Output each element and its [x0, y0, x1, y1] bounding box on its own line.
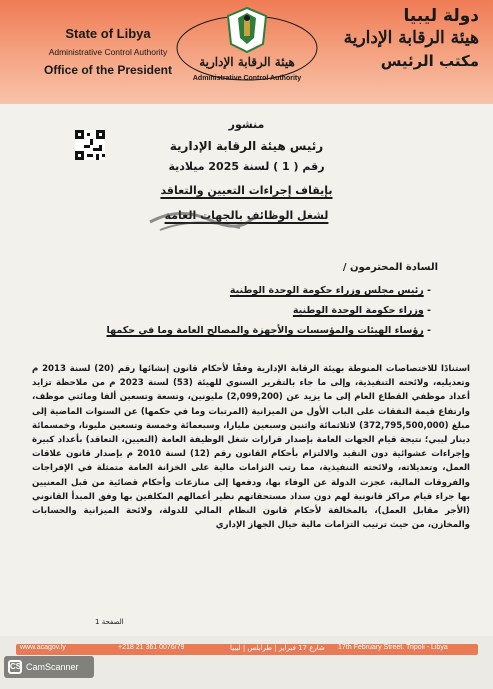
page-number: الصفحة 1 — [95, 618, 124, 626]
phone-number: +218 21 361 0076/79 — [118, 644, 185, 651]
body-paragraph: استنادًا للاختصاصات المنوطة بهيئة الرقابة الإدارية وفقًا لأحكام قانون إنشائها رقم (20) لسنة 2013 م وتعديليه، ولائحته التنفيذية، وإلى ما جاء بالتقرير السنوي للهيئة (53) لسنة 2023 م من ملاحظة تزايد أعداد موظفي القطاع العام إلى ما يزيد عن (2,099,200) مليونين، وتسعة وتسعين ألفا ومائتي موظف، وارتفاع قيمة النفقات على الباب الأول من الميزانية (المرتبات وما في حكمها) عن السنوات الماضية إلى مبلغ (372,795,500,000) لاثلاثمائة واثنين وسبعين مليارا، وسبعمائة وخمسة وتسعين مليونا، وخمسمائة دينار ليبي؛ نتيجة قيام الجهات العامة بإصدار قرارات شغل الوظيفة العامة (التعيين، التعاقد) بأعداد كبيرة وإجراءات عشوائية دون التقيد والالتزام بأحكام القانون رقم (12) لسنة 2010 م بإصدار قانون علاقات العمل، وتعديلاته، ولائحته التنفيذية، مما رتب التزامات مالية على الخزانة العامة متمثلة في الإفراجات والفروقات المالية، عجزت الدولة عن الوفاء بها، ودفعها إلى منازعات وأحكام قضائية من قبل المعنيين بها جراء قيام مراكز قانونية لهم دون سداد مستحقاتهم نظير أعمالهم المكلفين بها وفق المبدأ القانوني (الأجر مقابل العمل)، بالمخالفة لأحكام قانون النظام المالي للدولة، ولائحة الميزانية والحسابات والمخازن، من حيث ترتيب التزامات مالية حيال الجهاز الإداري — [32, 364, 470, 531]
state-title-ar: دولة ليبيا — [403, 6, 479, 26]
recipient-text: وزراء حكومة الوحدة الوطنية — [292, 305, 424, 316]
scanner-watermark — [4, 656, 94, 678]
authority-name-ar: هيئة الرقابة الإدارية — [343, 28, 479, 48]
authority-name-en: Administrative Control Authority — [48, 47, 168, 57]
salutation: السادة المحترمون / — [342, 262, 438, 273]
scanner-label: CamScanner — [26, 662, 79, 672]
logo-text-ar: هيئة الرقابة الإدارية — [199, 55, 295, 69]
address-ar: شارع 17 فبراير | طرابلس | ليبيا — [230, 644, 325, 652]
recipient-item: - وزراء حكومة الوحدة الوطنية — [292, 305, 431, 316]
address-en: 17th February Street. Tripoli - Libya — [338, 644, 448, 651]
circular-number: رقم ( 1 ) لسنة 2025 ميلادية — [168, 160, 325, 173]
recipient-text: رؤساء الهيئات والمؤسسات والأجهزة والمصالح العامة وما في حكمها — [106, 325, 424, 336]
faded-stamp — [140, 202, 260, 238]
subject-text-2: لشغل الوظائف بالجهات العامة — [164, 209, 329, 222]
recipient-item: - رئيس مجلس وزراء حكومة الوحدة الوطنية — [229, 285, 431, 296]
letterhead-arabic — [329, 6, 479, 70]
recipient-list — [71, 285, 431, 345]
office-name-en: Office of the President — [43, 63, 173, 77]
letterhead — [0, 0, 493, 104]
document-body — [32, 362, 470, 532]
recipient-text: رئيس مجلس وزراء حكومة الوحدة الوطنية — [229, 285, 424, 296]
subject-text: بإيقاف إجراءات التعيين والتعاقد — [160, 184, 333, 197]
subject-line — [0, 184, 493, 197]
office-name-ar: مكتب الرئيس — [380, 52, 479, 70]
state-title-en: State of Libya — [65, 26, 151, 41]
recipient-item: - رؤساء الهيئات والمؤسسات والأجهزة والمصالح العامة وما في حكمها — [106, 325, 431, 336]
logo-text-en: Administrative Control Authority — [192, 75, 302, 82]
document-type: منشور — [228, 118, 265, 131]
website-link[interactable]: www.acagov.ly — [20, 644, 66, 651]
authority-logo — [168, 4, 326, 90]
issuer-title: رئيس هيئة الرقابة الإدارية — [169, 139, 324, 153]
letterhead-english — [28, 26, 188, 77]
camscanner-icon: CS — [8, 660, 22, 674]
